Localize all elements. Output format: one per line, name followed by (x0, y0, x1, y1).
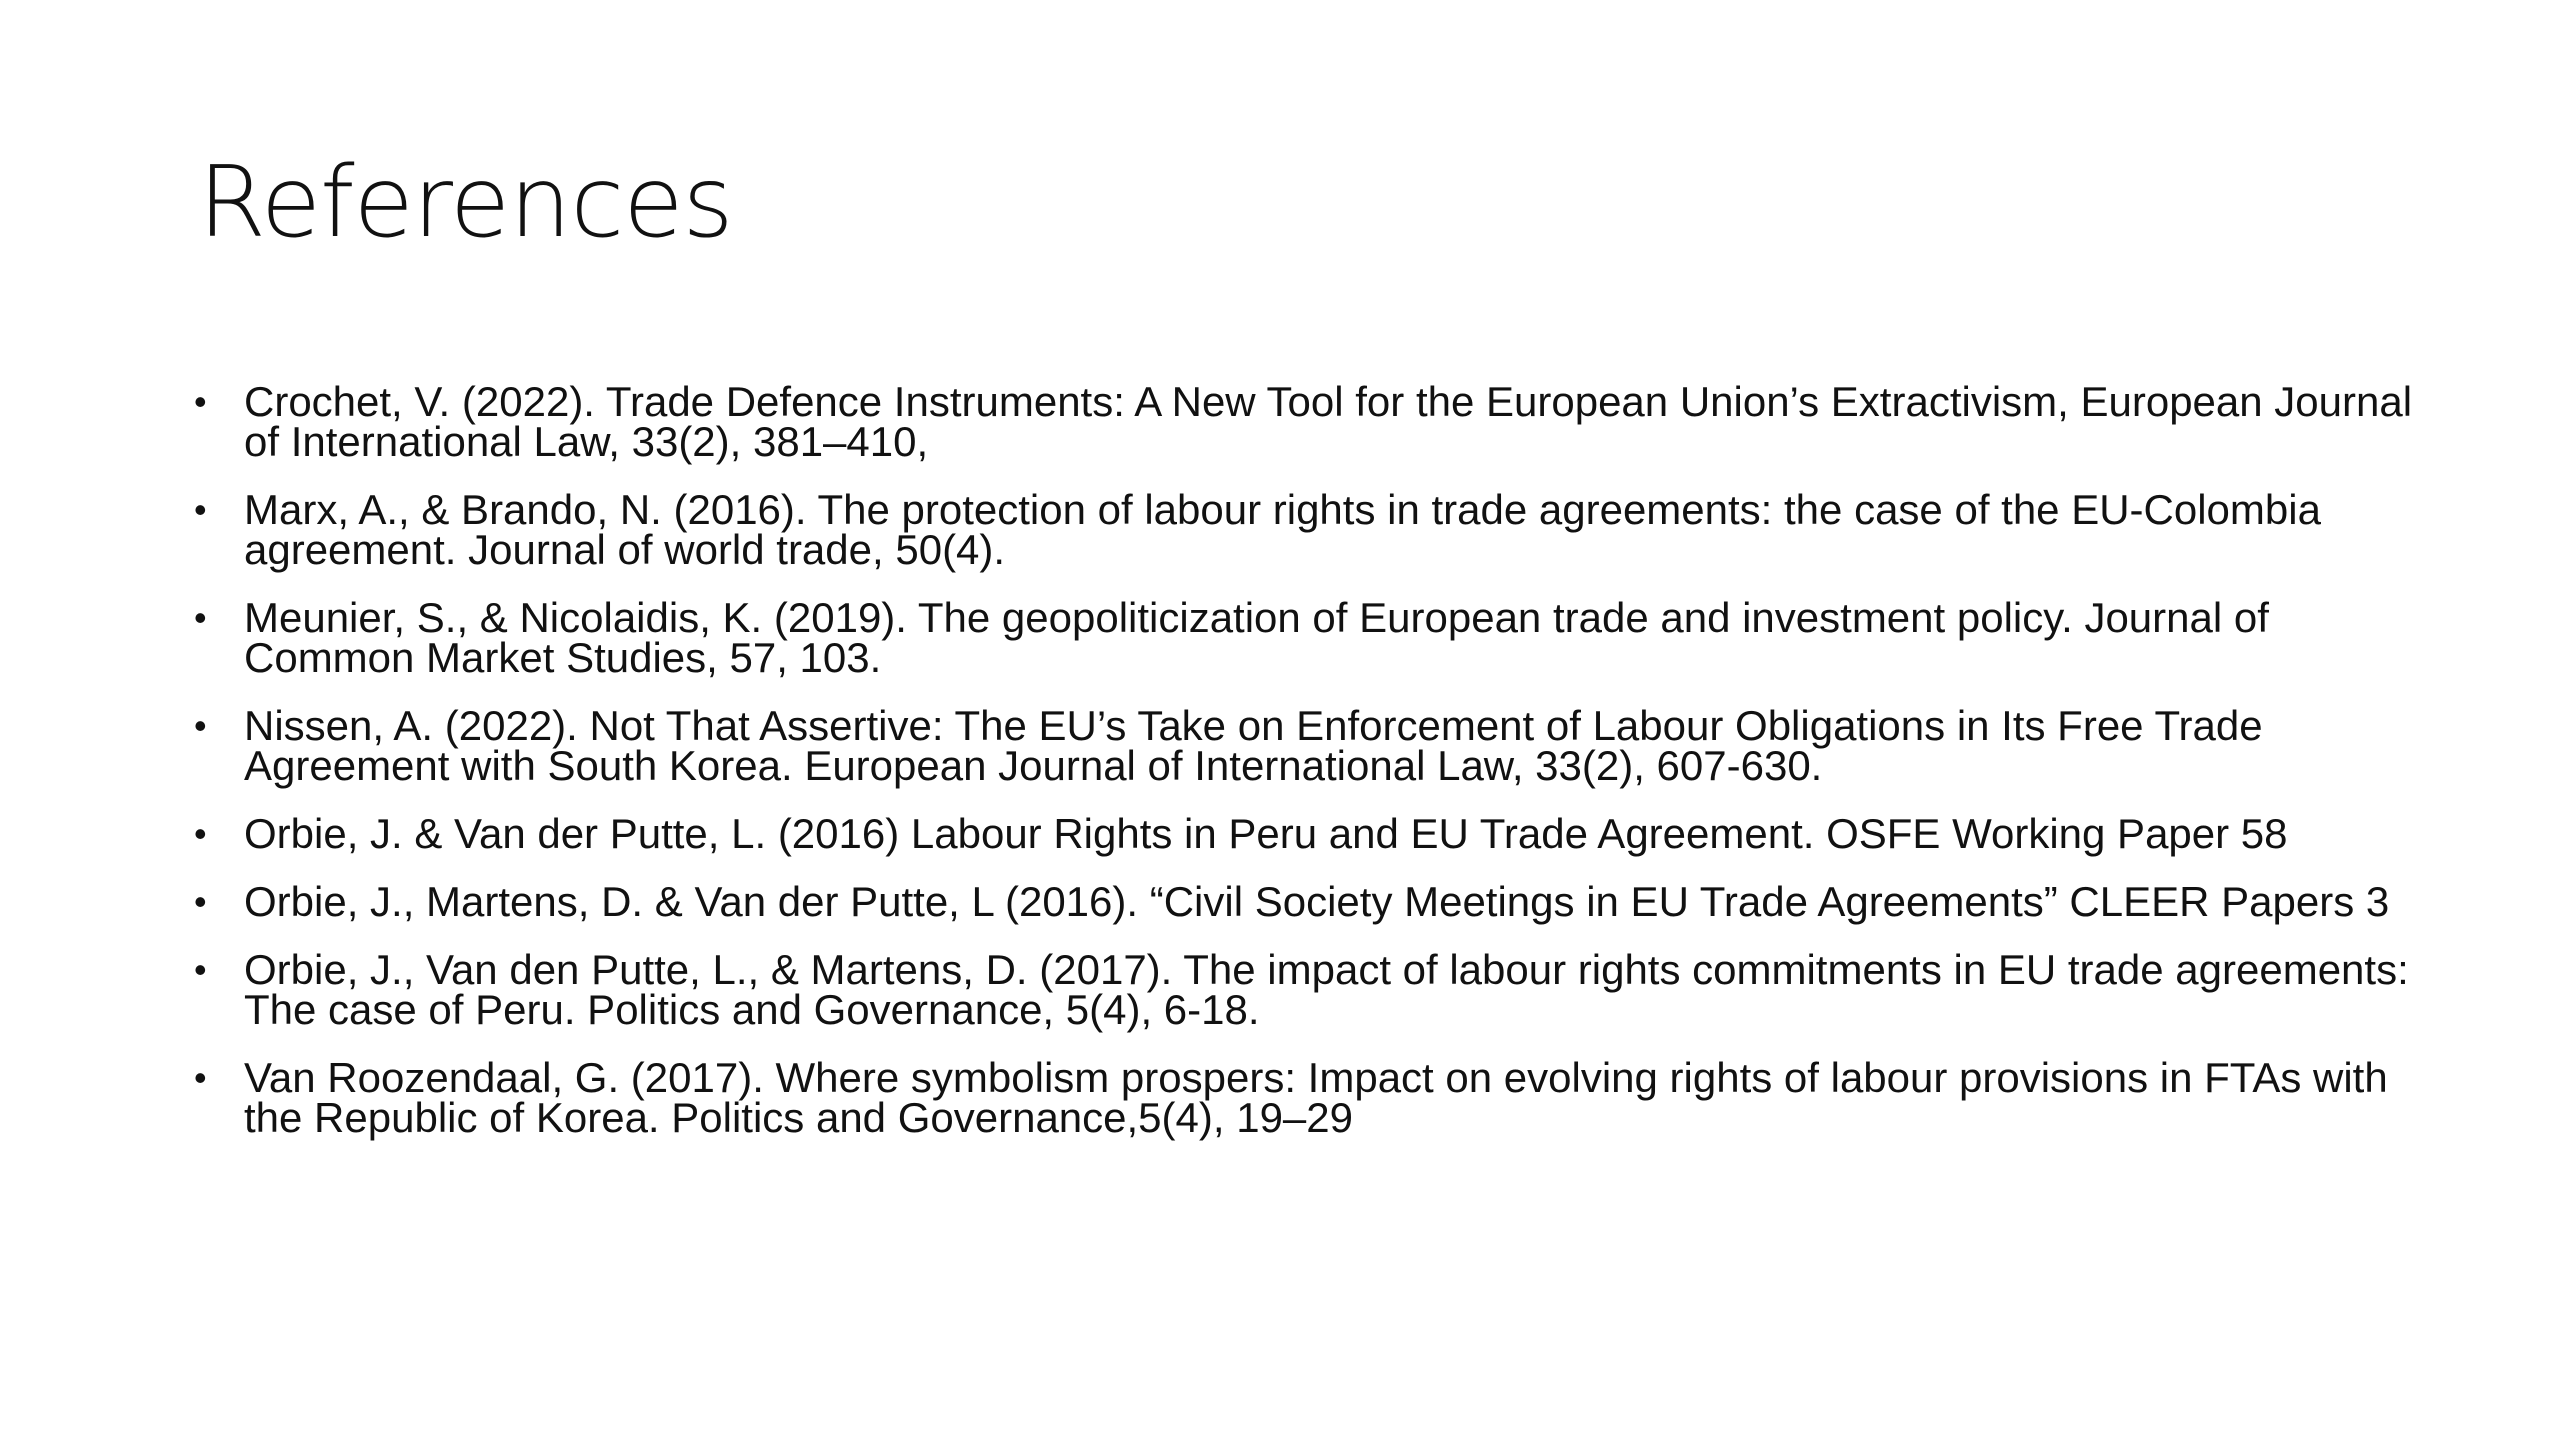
reference-item (190, 702, 2430, 789)
reference-item (190, 378, 2430, 465)
reference-text: Orbie, J. & Van der Putte, L. (2016) Labour Rights in Peru and EU Trade Agreement. OSFE Working Paper 58 (244, 810, 2288, 857)
slide-title: References (198, 146, 733, 260)
reference-item (190, 810, 2430, 857)
bullet-icon: • (194, 949, 207, 990)
reference-item (190, 486, 2430, 573)
reference-item (190, 946, 2430, 1033)
bullet-icon: • (194, 1057, 207, 1098)
reference-text: Nissen, A. (2022). Not That Assertive: The EU’s Take on Enforcement of Labour Obligations in Its Free Trade Agreement with South Korea. European Journal of International Law, 33(2), 607-630. (244, 702, 2263, 789)
reference-text: Marx, A., & Brando, N. (2016). The protection of labour rights in trade agreements: the case of the EU-Colombia agreement. Journal of world trade, 50(4). (244, 486, 2321, 573)
bullet-icon: • (194, 813, 207, 854)
reference-text: Orbie, J., Martens, D. & Van der Putte, L (2016). “Civil Society Meetings in EU Trade Agreements” CLEER Papers 3 (244, 878, 2390, 925)
reference-item (190, 1054, 2430, 1141)
reference-text: Van Roozendaal, G. (2017). Where symbolism prospers: Impact on evolving rights of labour provisions in FTAs with the Republic of Korea. Politics and Governance,5(4), 19–29 (244, 1054, 2388, 1141)
reference-list (190, 378, 2430, 1166)
bullet-icon: • (194, 881, 207, 922)
reference-text: Orbie, J., Van den Putte, L., & Martens, D. (2017). The impact of labour rights commitments in EU trade agreements: The case of Peru. Politics and Governance, 5(4), 6-18. (244, 946, 2409, 1033)
reference-item (190, 878, 2430, 925)
bullet-icon: • (194, 489, 207, 530)
bullet-icon: • (194, 705, 207, 746)
reference-text: Meunier, S., & Nicolaidis, K. (2019). The geopoliticization of European trade and investment policy. Journal of Common Market Studies, 57, 103. (244, 594, 2269, 681)
bullet-icon: • (194, 381, 207, 422)
bullet-icon: • (194, 597, 207, 638)
reference-item (190, 594, 2430, 681)
reference-text: Crochet, V. (2022). Trade Defence Instruments: A New Tool for the European Union’s Extractivism, European Journal of International Law, 33(2), 381–410, (244, 378, 2413, 465)
